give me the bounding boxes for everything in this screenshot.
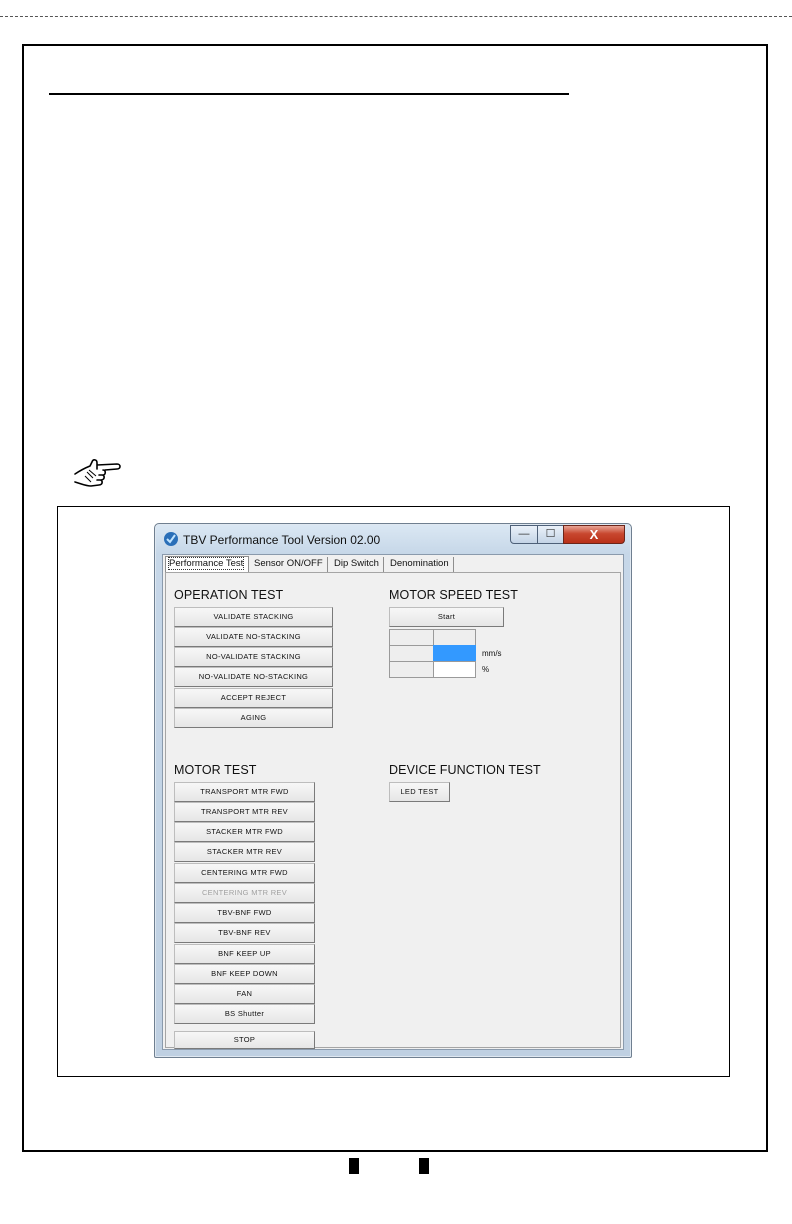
title-bar[interactable]: [155, 524, 631, 554]
speed-grid-cell: [389, 629, 434, 646]
speed-grid-cell: [389, 661, 434, 678]
close-button[interactable]: [563, 525, 625, 544]
transport-mtr-fwd-button[interactable]: TRANSPORT MTR FWD: [174, 782, 315, 802]
stop-button[interactable]: STOP: [174, 1031, 315, 1049]
percent-unit-label: %: [482, 665, 490, 674]
pointing-hand-icon: [73, 456, 125, 492]
motor-test-title: MOTOR TEST: [174, 763, 257, 777]
speed-grid-cell: [389, 645, 434, 662]
accept-reject-button[interactable]: ACCEPT REJECT: [174, 688, 333, 708]
minimize-button[interactable]: [510, 525, 538, 544]
bnf-keep-up-button[interactable]: BNF KEEP UP: [174, 944, 315, 964]
no-validate-stacking-button[interactable]: NO-VALIDATE STACKING: [174, 647, 333, 667]
app-window: [154, 523, 632, 1058]
motor-speed-test-title: MOTOR SPEED TEST: [389, 588, 518, 602]
footer-mark-left: [349, 1158, 359, 1174]
maximize-icon: ☐: [545, 528, 556, 540]
minimize-icon: —: [518, 528, 530, 540]
bs-shutter-button[interactable]: BS Shutter: [174, 1004, 315, 1024]
app-icon: [163, 531, 179, 547]
window-client: [162, 554, 624, 1050]
percent-value-cell: [433, 661, 476, 678]
led-test-button[interactable]: LED TEST: [389, 782, 450, 802]
tbv-bnf-rev-button[interactable]: TBV-BNF REV: [174, 923, 315, 943]
aging-button[interactable]: AGING: [174, 708, 333, 728]
tab-denomination[interactable]: Denomination: [387, 557, 454, 573]
speed-grid-cell: [433, 629, 476, 646]
validate-no-stacking-button[interactable]: VALIDATE NO-STACKING: [174, 627, 333, 647]
no-validate-no-stacking-button[interactable]: NO-VALIDATE NO-STACKING: [174, 667, 333, 687]
stacker-mtr-rev-button[interactable]: STACKER MTR REV: [174, 842, 315, 862]
stacker-mtr-fwd-button[interactable]: STACKER MTR FWD: [174, 822, 315, 842]
header-rule: [49, 93, 569, 95]
transport-mtr-rev-button[interactable]: TRANSPORT MTR REV: [174, 802, 315, 822]
fan-button[interactable]: FAN: [174, 984, 315, 1004]
centering-mtr-rev-button[interactable]: CENTERING MTR REV: [174, 883, 315, 903]
validate-stacking-button[interactable]: VALIDATE STACKING: [174, 607, 333, 627]
window-title: TBV Performance Tool Version 02.00: [183, 533, 381, 547]
maximize-button[interactable]: [537, 525, 564, 544]
footer-mark-right: [419, 1158, 429, 1174]
centering-mtr-fwd-button[interactable]: CENTERING MTR FWD: [174, 863, 315, 883]
performance-test-panel: [165, 572, 621, 1048]
tbv-bnf-fwd-button[interactable]: TBV-BNF FWD: [174, 903, 315, 923]
start-button[interactable]: Start: [389, 607, 504, 627]
tab-dip-switch[interactable]: Dip Switch: [331, 557, 384, 573]
speed-unit-label: mm/s: [482, 649, 502, 658]
operation-test-title: OPERATION TEST: [174, 588, 284, 602]
cut-line: [0, 16, 792, 17]
bnf-keep-down-button[interactable]: BNF KEEP DOWN: [174, 964, 315, 984]
tab-sensor-on-off[interactable]: Sensor ON/OFF: [251, 557, 328, 573]
speed-value-highlight: [433, 645, 476, 662]
close-icon: X: [589, 527, 599, 542]
device-function-test-title: DEVICE FUNCTION TEST: [389, 763, 541, 777]
tab-performance-test[interactable]: Performance Test: [165, 556, 249, 573]
